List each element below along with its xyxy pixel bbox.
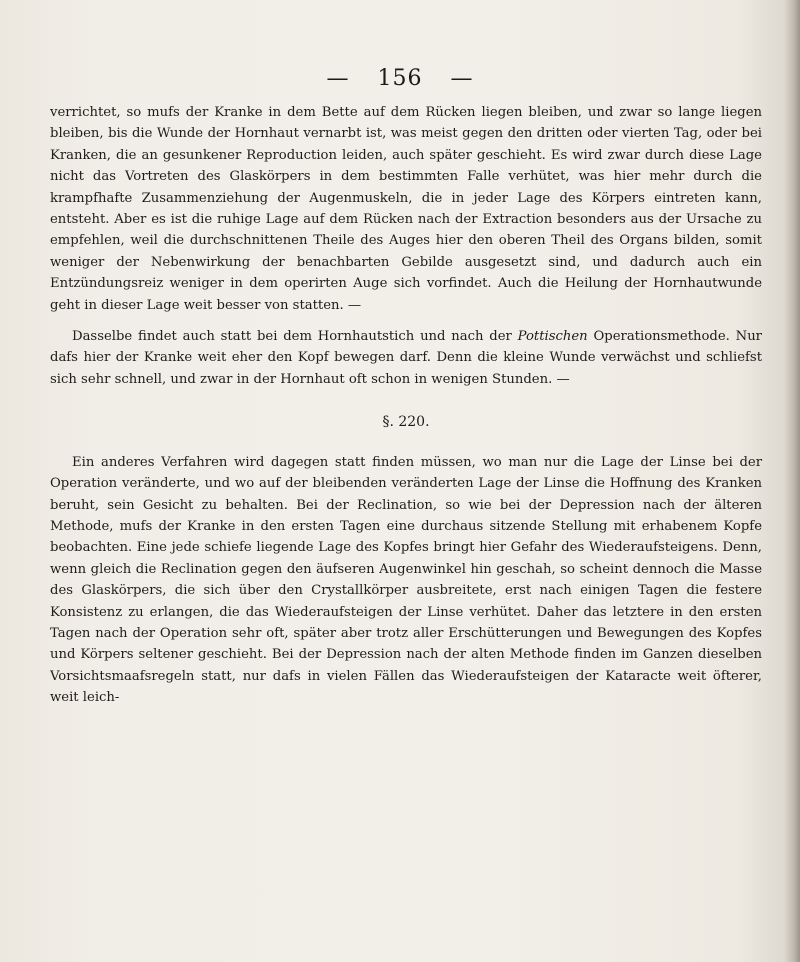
paragraph-pottischen-start: Dasselbe findet auch statt bei dem Hornhautstich und nach der: [72, 329, 518, 345]
paragraph-reclination: Ein anderes Verfahren wird dagegen statt finden müssen, wo man nur die Lage der Linse bei der Operation veränderte, und wo auf der bleibenden veränderten Lage der Linse die Hoffnung des Kranken beruht, sein Gesicht zu behalten. Bei der Reclination, so wie bei der Depression nach der älteren Methode, mufs der Kranke in den ersten Tagen eine durchaus sitzende Stellung mit erhabenem Kopfe beobachten. Eine jede schiefe liegende Lage des Kopfes bringt hier Gefahr des Wiederaufsteigens. Denn, wenn gleich die Reclination gegen den äufseren Augenwinkel hin geschah, so scheint dennoch die Masse des Glaskörpers, die sich über den Crystallkörper ausbreitete, erst nach einigen Tagen die festere Konsistenz zu erlangen, die das Wiederaufsteigen der Linse verhütet. Daher das letztere in den ersten Tagen nach der Operation sehr oft, später aber trotz aller Erschütterungen und Bewegungen des Kopfes und Körpers seltener geschieht. Bei der Depression nach der alten Methode finden im Ganzen dieselben Vorsichtsmaafsregeln statt, nur dafs in vielen Fällen das Wiederaufsteigen der Kataracte weit öfterer, weit leich-: [50, 454, 762, 706]
page-edge-shadow: [784, 0, 800, 962]
header-dash-right: —: [450, 66, 474, 91]
page-number: 156: [377, 66, 423, 91]
header-dash-left: —: [326, 66, 350, 91]
paragraph-continuation: verrichtet, so mufs der Kranke in dem Bette auf dem Rücken liegen bleiben, und zwar so lange liegen bleiben, bis die Wunde der Hornhaut vernarbt ist, was meist gegen den dritten oder vierten Tag, oder bei Kranken, die an gesunkener Reproduction leiden, auch später geschieht. Es wird zwar durch diese Lage nicht das Vortreten des Glaskörpers in dem bestimmten Falle verhütet, was hier mehr durch die krampfhafte Zusammenziehung der Augenmuskeln, die in jeder Lage des Körpers eintreten kann, entsteht. Aber es ist die ruhige Lage auf dem Rücken nach der Extraction besonders aus der Ursache zu empfehlen, weil die durchschnittenen Theile des Auges hier den oberen Theil des Organs bilden, somit weniger der Nebenwirkung der benachbarten Gebilde ausgesetzt sind, und dadurch auch ein Entzündungsreiz weniger in dem operirten Auge sich vorfindet. Auch die Heilung der Hornhautwunde geht in dieser Lage weit besser von statten. —: [50, 105, 762, 313]
paragraph-pottischen-end: Operationsmethode. Nur dafs hier der Kranke weit eher den Kopf bewegen darf. Denn die kleine Wunde verwächst und schliefst sich sehr schnell, und zwar in der Hornhaut oft schon in wenigen Stunden. —: [50, 329, 762, 387]
paragraph-pottischen: [50, 326, 762, 390]
page-header: [0, 66, 800, 91]
section-heading: §. 220.: [382, 414, 430, 431]
body-text: [50, 102, 762, 709]
italic-term: Pottischen: [517, 329, 588, 345]
